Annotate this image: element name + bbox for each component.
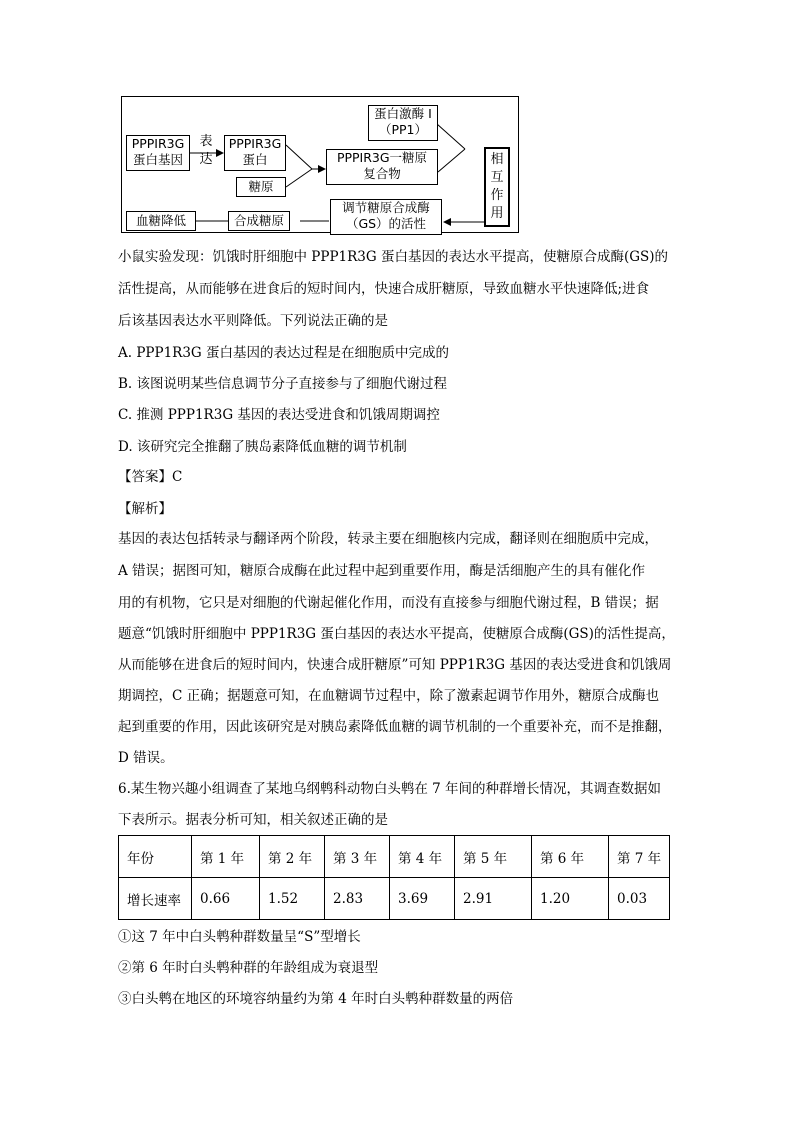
q5-answer: 【答案】C [118,469,183,485]
gene-box [126,135,190,171]
q5-option-a: A. PPP1R3G 蛋白基因的表达过程是在细胞质中完成的 [118,345,449,361]
gene-box-line-2: 蛋白基因 [132,152,183,167]
q5-analysis-line-7: 起到重要的作用，因此该研究是对胰岛素降低血糖的调节机制的一个重要补充，而不是推翻， [118,719,672,735]
interaction-char-4: 用 [490,206,504,221]
q6-statement-2: ②第 6 年时白头鹎种群的年龄组成为衰退型 [118,960,379,976]
interaction-box [484,147,510,227]
protein-box-line-1: PPPIR3G [228,136,282,151]
q6-statement-3: ③白头鹎在地区的环境容纳量约为第 4 年时白头鹎种群数量的两倍 [118,991,514,1007]
gene-box-line-1: PPPIR3G [131,136,185,151]
expression-label-char-2: 达 [199,152,213,167]
q6-stem-line-2: 下表所示。据表分析可知，相关叙述正确的是 [118,812,388,828]
q5-analysis-line-3: 用的有机物，它只是对细胞的代谢起催化作用，而没有直接参与细胞代谢过程，B 错误；据 [118,595,659,611]
q5-analysis-line-5: 从而能够在进食后的短时间内，快速合成肝糖原”可知 PPP1R3G 基因的表达受进食和饥饿周 [118,657,672,673]
expression-label [198,133,214,169]
pp1-box-line-1: 蛋白激酶 I [374,106,432,121]
q5-option-b: B. 该图说明某些信息调节分子直接参与了细胞代谢过程 [118,376,448,392]
gs-box-line-2: （GS）的活性 [345,216,427,231]
table-cell: 2.83 [325,878,390,920]
table-cell: 增长速率 [119,878,192,920]
q5-option-d: D. 该研究完全推翻了胰岛素降低血糖的调节机制 [118,439,407,455]
glycogen-regulation-diagram [121,96,519,233]
growth-rate-table [118,835,670,920]
table-cell: 0.03 [609,878,670,920]
glycogen-box-label: 糖原 [248,179,274,194]
table-cell: 1.20 [532,878,609,920]
gs-box [330,199,442,235]
protein-box [224,135,286,171]
q5-analysis-title: 【解析】 [118,501,172,517]
table-row [119,836,670,878]
lower-blood-sugar-label: 血糖降低 [135,213,186,228]
synth-glycogen-box [228,211,290,231]
q5-option-c: C. 推测 PPP1R3G 基因的表达受进食和饥饿周期调控 [118,407,440,423]
table-cell: 第 5 年 [455,836,532,878]
q5-analysis-line-8: D 错误。 [118,750,174,766]
q5-analysis-line-4: 题意“饥饿时肝细胞中 PPP1R3G 蛋白基因的表达水平提高，使糖原合成酶(GS)的活性提高， [118,626,675,642]
table-cell: 第 2 年 [260,836,325,878]
pp1-box-line-2: （PP1） [378,122,428,137]
table-cell: 年份 [119,836,192,878]
q5-analysis-line-2: A 错误；据图可知，糖原合成酶在此过程中起到重要作用，酶是活细胞产生的具有催化作 [118,563,646,579]
expression-label-char-1: 表 [199,134,213,149]
interaction-char-3: 作 [490,188,504,203]
q5-analysis-line-1: 基因的表达包括转录与翻译两个阶段，转录主要在细胞核内完成，翻译则在细胞质中完成， [118,531,658,547]
protein-box-line-2: 蛋白 [242,152,268,167]
lower-blood-sugar-box [126,211,196,231]
table-row [119,878,670,920]
q5-stem-line-2: 活性提高，从而能够在进食后的短时间内，快速合成肝糖原，导致血糖水平快速降低;进食 [118,281,650,297]
complex-box-line-2: 复合物 [363,166,401,181]
table-cell: 第 1 年 [192,836,260,878]
pp1-box [368,105,438,141]
glycogen-box [236,177,286,197]
table-cell: 第 6 年 [532,836,609,878]
q5-stem-line-3: 后该基因表达水平则降低。下列说法正确的是 [118,313,388,329]
table-cell: 第 3 年 [325,836,390,878]
table-cell: 第 7 年 [609,836,670,878]
q6-statement-1: ①这 7 年中白头鹎种群数量呈“S”型增长 [118,929,361,945]
q5-stem-line-1: 小鼠实验发现：饥饿时肝细胞中 PPP1R3G 蛋白基因的表达水平提高，使糖原合成酶(GS)的 [118,249,669,265]
table-cell: 第 4 年 [390,836,455,878]
table-cell: 3.69 [390,878,455,920]
complex-box [326,149,438,185]
synth-glycogen-label: 合成糖原 [233,213,284,228]
table-cell: 1.52 [260,878,325,920]
table-cell: 2.91 [455,878,532,920]
complex-box-line-1: PPPIR3G一糖原 [336,150,428,165]
q6-stem-line-1: 6.某生物兴趣小组调查了某地乌纲鹎科动物白头鹎在 7 年间的种群增长情况，其调查数据如 [118,781,662,797]
interaction-char-2: 互 [490,170,504,185]
interaction-char-1: 相 [490,152,504,167]
gs-box-line-1: 调节糖原合成酶 [342,200,430,215]
table-cell: 0.66 [192,878,260,920]
q5-analysis-line-6: 期调控，C 正确；据题意可知，在血糖调节过程中，除了激素起调节作用外，糖原合成酶也 [118,688,660,704]
